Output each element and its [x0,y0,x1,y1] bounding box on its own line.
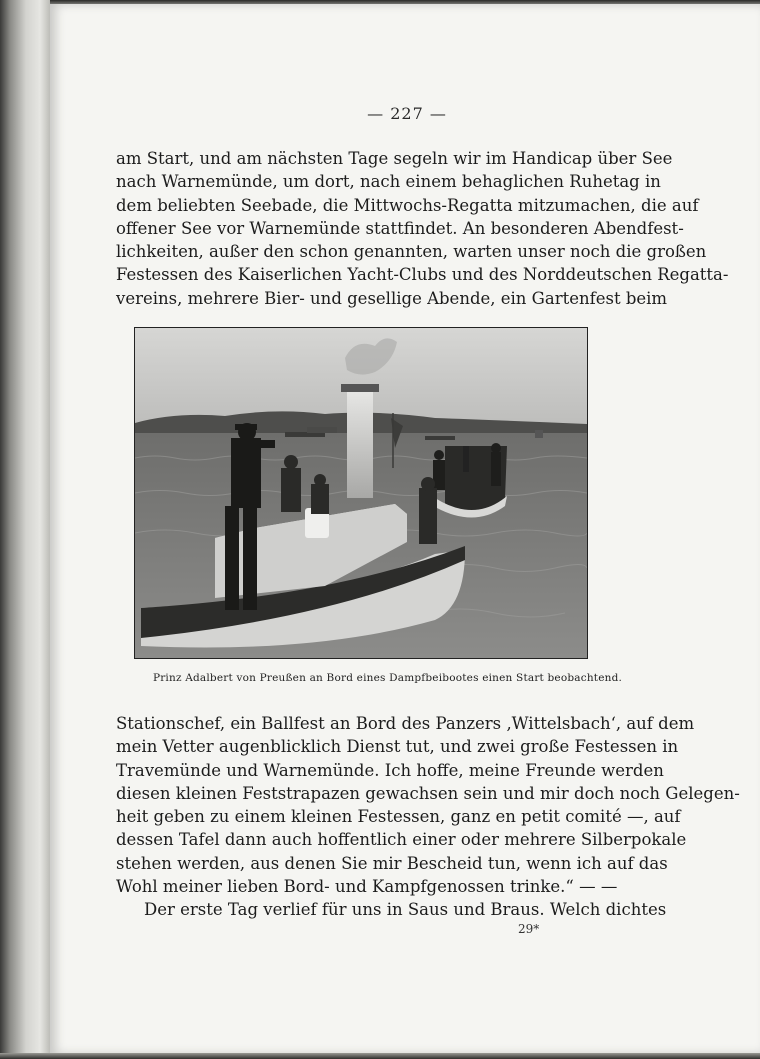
text-line: stehen werden, aus denen Sie mir Bescheid tun, wenn ich auf das [116,853,668,873]
text-line: dem beliebten Seebade, die Mittwochs-Regatta mitzumachen, die auf [116,195,699,215]
paragraph-before-image [116,147,729,310]
text-line: offener See vor Warnemünde stattfindet. An besonderen Abendfest- [116,218,684,238]
text-line: Der erste Tag verlief für uns in Saus und Braus. Welch dichtes [144,900,667,920]
page-number: — 227 — [367,104,447,123]
text-line: Wohl meiner lieben Bord- und Kampfgenossen trinke.“ — — [116,877,618,897]
text-line: diesen kleinen Feststrapazen gewachsen sein und mir doch noch Gelegen- [116,783,740,803]
text-line: heit geben zu einem kleinen Festessen, ganz en petit comité —, auf [116,807,681,827]
text-line: mein Vetter augenblicklich Dienst tut, und zwei große Festessen in [116,737,679,757]
photo-illustration [135,328,587,658]
text-line: Travemünde und Warnemünde. Ich hoffe, meine Freunde werden [116,760,664,780]
book-page [50,4,760,1054]
text-line: Festessen des Kaiserlichen Yacht-Clubs und des Norddeutschen Regatta- [116,265,729,285]
text-line: lichkeiten, außer den schon genannten, warten unser noch die großen [116,242,707,262]
text-line: dessen Tafel dann auch hoffentlich einer oder mehrere Silberpokale [116,830,687,850]
photograph-steam-launch [134,327,588,659]
text-line: am Start, und am nächsten Tage segeln wir im Handicap über See [116,149,673,168]
funnel-cap [341,384,379,392]
paragraph-after-image [116,712,740,922]
funnel [347,388,373,498]
second-boat-funnel [463,446,469,472]
bottom-page-edge [0,1053,760,1059]
text-line: nach Warnemünde, um dort, nach einem behaglichen Ruhetag in [116,172,661,192]
text-line: vereins, mehrere Bier- und gesellige Abende, ein Gartenfest beim [116,288,668,308]
figure-caption: Prinz Adalbert von Preußen an Bord eines Dampfbeibootes einen Start beobachtend. [152,672,623,684]
signature-mark: 29* [518,922,540,936]
book-binding-edge [0,0,50,1059]
text-line: Stationschef, ein Ballfest an Bord des Panzers ‚Wittelsbach‘, auf dem [116,714,695,733]
